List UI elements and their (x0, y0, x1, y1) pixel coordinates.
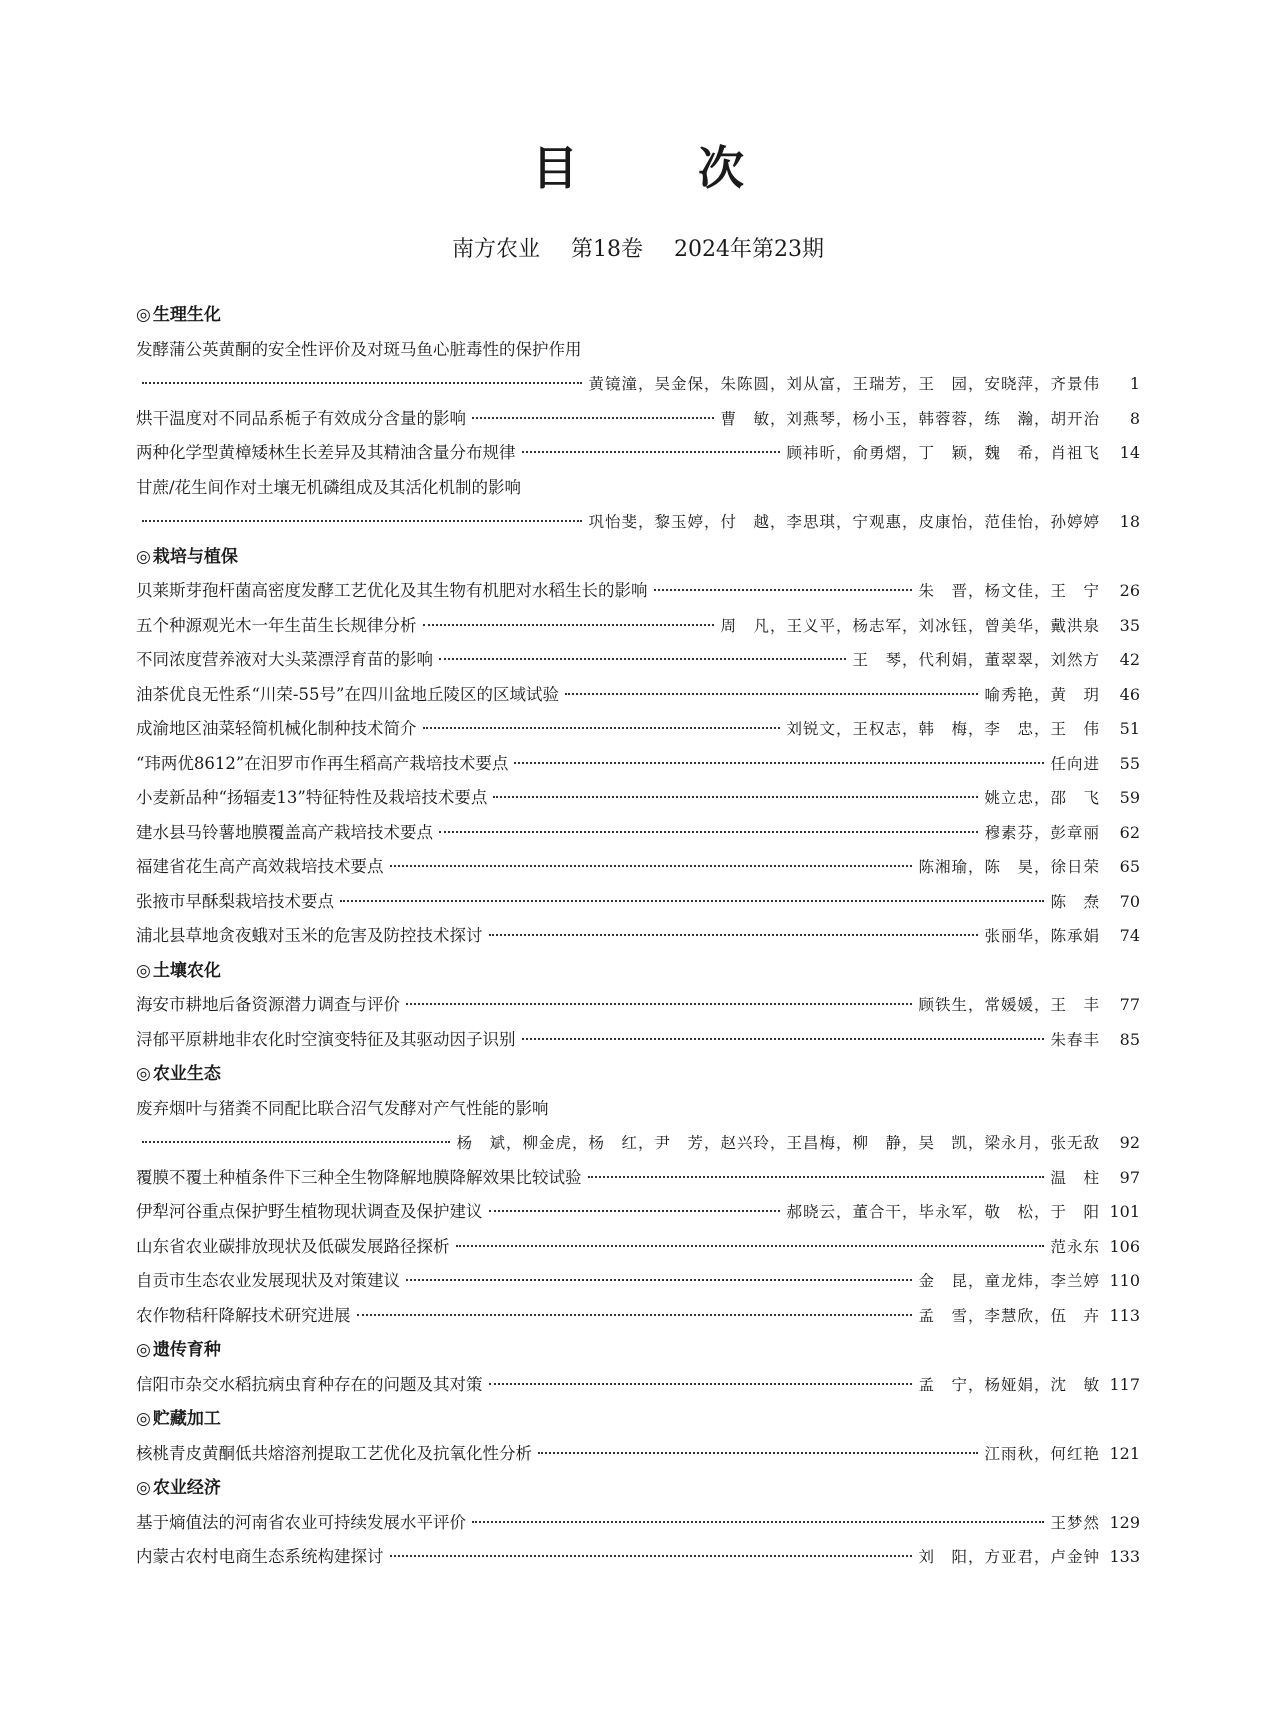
dot-leader (456, 1245, 1045, 1247)
dot-leader (489, 1210, 781, 1212)
article-title: “玮两优8612”在汨罗市作再生稻高产栽培技术要点 (136, 753, 509, 773)
toc-entry (136, 850, 1140, 885)
page-number: 59 (1119, 788, 1140, 807)
dot-leader (423, 727, 781, 729)
article-title: 覆膜不覆土种植条件下三种全生物降解地膜降解效果比较试验 (136, 1167, 582, 1187)
dot-leader (406, 1279, 912, 1281)
dot-leader (514, 762, 1044, 764)
article-authors: 刘锐文，王权志，韩 梅，李 忠，王 伟 (786, 720, 1100, 738)
toc-entry (136, 1230, 1140, 1265)
article-title: 农作物秸秆降解技术研究进展 (136, 1305, 351, 1325)
article-authors: 周 凡，王义平，杨志军，刘冰钰，曾美华，戴洪泉 (720, 616, 1100, 635)
article-title: 两种化学型黄樟矮林生长差异及其精油含量分布规律 (136, 443, 516, 462)
article-authors: 黄镜潼，吴金保，朱陈圆，刘从富，王瑞芳，王 园，安晓萍，齐景伟 (588, 375, 1100, 393)
toc-entry (136, 1161, 1140, 1196)
article-title: 油茶优良无性系“川荣-55号”在四川盆地丘陵区的区域试验 (136, 684, 559, 704)
article-title: 建水县马铃薯地膜覆盖高产栽培技术要点 (136, 822, 433, 842)
section-name: 栽培与植保 (152, 546, 238, 567)
page-number: 113 (1109, 1305, 1140, 1325)
toc-entry (136, 609, 1140, 644)
article-title: 基于熵值法的河南省农业可持续发展水平评价 (136, 1512, 466, 1532)
page-number: 77 (1119, 995, 1140, 1014)
page-number: 14 (1119, 443, 1140, 462)
dot-leader (439, 831, 978, 833)
page-number: 117 (1109, 1374, 1140, 1394)
article-byline (136, 1126, 1140, 1161)
page-number: 74 (1119, 926, 1140, 945)
page-number: 42 (1119, 650, 1140, 669)
article-authors: 张丽华，陈承娟 (984, 927, 1100, 945)
article-title: 伊犁河谷重点保护野生植物现状调查及保护建议 (136, 1202, 483, 1221)
article-title: 贝莱斯芽孢杆菌高密度发酵工艺优化及其生物有机肥对水稻生长的影响 (136, 581, 648, 600)
article-title: 福建省花生高产高效栽培技术要点 (136, 857, 384, 876)
page-number: 8 (1129, 408, 1140, 428)
toc-entry (136, 643, 1140, 678)
page-number: 70 (1119, 891, 1140, 911)
section-name: 遗传育种 (152, 1340, 221, 1360)
article-title: 废弃烟叶与猪粪不同配比联合沼气发酵对产气性能的影响 (136, 1098, 549, 1118)
article-authors: 杨 斌，柳金虎，杨 红，尹 芳，赵兴玲，王昌梅，柳 静，吴 凯，梁永月，张无敌 (456, 1134, 1100, 1152)
dot-leader (538, 1452, 978, 1454)
dot-leader (390, 865, 913, 867)
page-number: 92 (1119, 1133, 1140, 1152)
section-name: 生理生化 (152, 305, 221, 325)
section-marker-icon: ◎ (136, 960, 151, 981)
section-marker-icon: ◎ (136, 1478, 151, 1498)
dot-leader (654, 589, 913, 591)
article-title: 信阳市杂交水稻抗病虫育种存在的问题及其对策 (136, 1374, 483, 1394)
article-authors: 陈湘瑜，陈 昊，徐日荣 (918, 858, 1100, 876)
toc-entry (136, 712, 1140, 747)
article-title: 浔郁平原耕地非农化时空演变特征及其驱动因子识别 (136, 1029, 516, 1049)
toc-entry (136, 1506, 1140, 1541)
toc-entry (136, 1023, 1140, 1058)
article-authors: 朱春丰 (1050, 1030, 1100, 1049)
dot-leader (357, 1314, 913, 1316)
article-authors: 江雨秋，何红艳 (984, 1444, 1100, 1463)
article-authors: 曹 敏，刘燕琴，杨小玉，韩蓉蓉，练 瀚，胡开治 (720, 409, 1100, 428)
dot-leader (340, 900, 1044, 902)
section-heading (136, 298, 1140, 333)
article-authors: 巩怡斐，黎玉婷，付 越，李思琪，宁观惠，皮康怡，范佳怡，孙婷婷 (588, 513, 1100, 531)
page-number: 101 (1109, 1202, 1140, 1221)
section-heading (136, 1471, 1140, 1506)
article-authors: 孟 雪，李慧欣，伍 卉 (918, 1306, 1100, 1325)
page-number: 46 (1119, 684, 1140, 704)
page-number: 106 (1109, 1236, 1140, 1256)
page-number: 110 (1109, 1271, 1140, 1290)
page-number: 129 (1109, 1512, 1140, 1532)
page-number: 55 (1119, 753, 1140, 773)
section-marker-icon: ◎ (136, 1340, 151, 1360)
page-number: 133 (1109, 1547, 1140, 1566)
page-number: 26 (1119, 581, 1140, 600)
volume-label: 第18卷 (571, 237, 644, 262)
page-number: 85 (1119, 1029, 1140, 1049)
article-title: 自贡市生态农业发展现状及对策建议 (136, 1271, 400, 1290)
toc-entry (136, 436, 1140, 471)
dot-leader (565, 693, 979, 695)
article-authors: 顾祎昕，俞勇熠，丁 颖，魏 希，肖祖飞 (786, 444, 1100, 462)
dot-leader (588, 1176, 1045, 1178)
dot-leader (423, 624, 715, 626)
article-authors: 刘 阳，方亚君，卢金钟 (918, 1548, 1100, 1566)
toc-entry (136, 1264, 1140, 1299)
journal-name: 南方农业 (452, 237, 541, 262)
article-authors: 王梦然 (1050, 1513, 1100, 1532)
toc-entry (136, 1195, 1140, 1230)
dot-leader (489, 934, 979, 936)
article-authors: 孟 宁，杨娅娟，沈 敏 (918, 1375, 1100, 1394)
dot-leader (522, 451, 781, 453)
article-title: 成渝地区油菜轻简机械化制种技术简介 (136, 719, 417, 738)
article-title: 海安市耕地后备资源潜力调查与评价 (136, 995, 400, 1014)
article-authors: 任向进 (1050, 754, 1100, 773)
page-number: 121 (1109, 1443, 1140, 1463)
dot-leader (472, 1521, 1044, 1523)
toc-entry (136, 678, 1140, 713)
toc-entry (136, 1299, 1140, 1334)
toc-entry (136, 1437, 1140, 1472)
dot-leader (522, 1038, 1045, 1040)
article-title: 发酵蒲公英黄酮的安全性评价及对斑马鱼心脏毒性的保护作用 (136, 339, 582, 359)
toc-entry (136, 402, 1140, 437)
section-heading (136, 1333, 1140, 1368)
toc-entry (136, 1540, 1140, 1575)
journal-issue-line (0, 232, 1276, 263)
page-number: 1 (1129, 374, 1140, 393)
toc-entry (136, 816, 1140, 851)
article-title: 小麦新品种“扬辐麦13”特征特性及栽培技术要点 (136, 788, 488, 807)
table-of-contents (136, 298, 1140, 1575)
toc-entry (136, 1368, 1140, 1403)
toc-entry (136, 885, 1140, 920)
section-heading (136, 1402, 1140, 1437)
article-title: 内蒙古农村电商生态系统构建探讨 (136, 1547, 384, 1566)
article-authors: 喻秀艳，黄 玥 (984, 685, 1100, 704)
toc-entry (136, 919, 1140, 954)
section-marker-icon: ◎ (136, 546, 151, 567)
dot-leader (489, 1383, 913, 1385)
section-name: 农业经济 (152, 1478, 221, 1498)
dot-leader (439, 658, 846, 660)
page-number: 65 (1119, 857, 1140, 876)
dot-leader (142, 382, 582, 384)
section-name: 土壤农化 (152, 960, 221, 981)
article-authors: 金 昆，童龙炜，李兰婷 (918, 1272, 1100, 1290)
dot-leader (472, 417, 714, 419)
article-authors: 姚立忠，邵 飞 (984, 789, 1100, 807)
page-number: 18 (1119, 512, 1140, 531)
page-number: 62 (1119, 822, 1140, 842)
section-name: 贮藏加工 (152, 1409, 221, 1429)
article-authors: 温 柱 (1050, 1168, 1100, 1187)
article-title: 烘干温度对不同品系栀子有效成分含量的影响 (136, 408, 466, 428)
page-number: 97 (1119, 1167, 1140, 1187)
toc-entry (136, 988, 1140, 1023)
article-authors: 陈 焘 (1050, 892, 1100, 911)
article-title: 山东省农业碳排放现状及低碳发展路径探析 (136, 1236, 450, 1256)
dot-leader (390, 1555, 913, 1557)
article-authors: 范永东 (1050, 1237, 1100, 1256)
article-authors: 朱 晋，杨文佳，王 宁 (918, 582, 1100, 600)
article-title: 浦北县草地贪夜蛾对玉米的危害及防控技术探讨 (136, 926, 483, 945)
article-authors: 顾铁生，常媛媛，王 丰 (918, 996, 1100, 1014)
toc-entry (136, 747, 1140, 782)
dot-leader (406, 1003, 912, 1005)
page-number: 51 (1119, 719, 1140, 738)
article-title: 五个种源观光木一年生苗生长规律分析 (136, 615, 417, 635)
section-marker-icon: ◎ (136, 305, 151, 325)
article-title: 甘蔗/花生间作对土壤无机磷组成及其活化机制的影响 (136, 477, 522, 497)
page-number: 35 (1119, 615, 1140, 635)
toc-entry (136, 574, 1140, 609)
section-heading (136, 540, 1140, 575)
article-authors: 郝晓云，董合干，毕永军，敬 松，于 阳 (786, 1203, 1100, 1221)
section-name: 农业生态 (152, 1064, 221, 1084)
dot-leader (142, 520, 582, 522)
section-marker-icon: ◎ (136, 1064, 151, 1084)
page-title: 目 次 (531, 141, 796, 195)
article-byline (136, 505, 1140, 540)
article-title: 核桃青皮黄酮低共熔溶剂提取工艺优化及抗氧化性分析 (136, 1443, 532, 1463)
article-title: 张掖市早酥梨栽培技术要点 (136, 891, 334, 911)
section-heading (136, 1057, 1140, 1092)
section-marker-icon: ◎ (136, 1409, 151, 1429)
article-title: 不同浓度营养液对大头菜漂浮育苗的影响 (136, 650, 433, 669)
toc-entry (136, 781, 1140, 816)
dot-leader (142, 1141, 450, 1143)
section-heading (136, 954, 1140, 989)
article-authors: 王 琴，代利娟，董翠翠，刘然方 (852, 651, 1100, 669)
issue-label: 2024年第23期 (674, 237, 824, 262)
article-authors: 穆素芬，彭章丽 (984, 823, 1100, 842)
article-byline (136, 367, 1140, 402)
dot-leader (493, 796, 978, 798)
